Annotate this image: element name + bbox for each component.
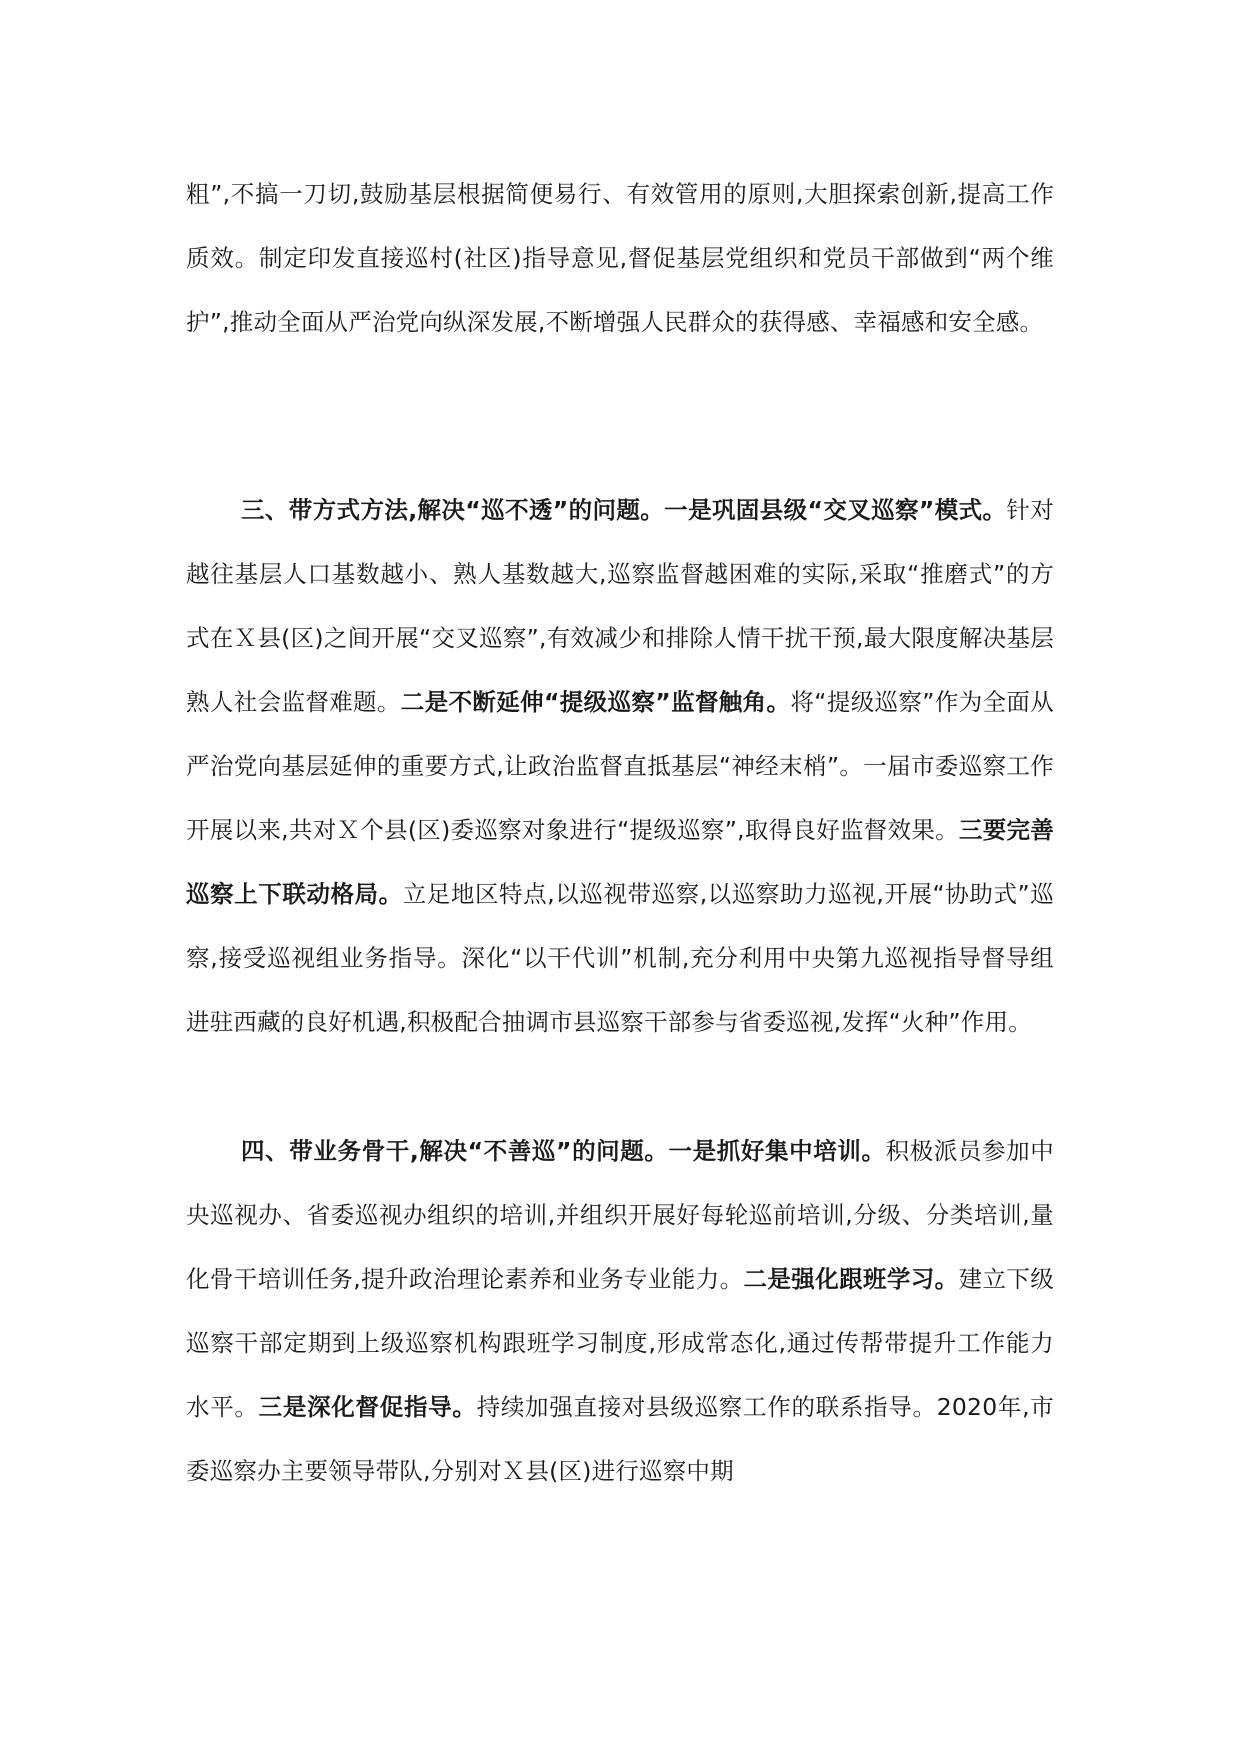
- body-text-segment: 积极派员参加中央巡视办、省委巡视办组织的培训,并组织开展好每轮巡前培训,分级、分类培训,量化骨干培训任务,提升政治理论素养和业务专业能力。: [186, 1137, 1054, 1293]
- body-text-segment: 针对越往基层人口基数越小、熟人基数越大,巡察监督越困难的实际,采取“推磨式”的方式在Ｘ县(区)之间开展“交叉巡察”,有效减少和排除人情干扰干预,最大限度解决基层熟人社会监督难题。: [186, 496, 1054, 716]
- bold-heading-text: 三要完善巡察上下联动格局。: [186, 816, 1054, 908]
- paragraph-section-three: [186, 478, 1054, 1054]
- bold-heading-text: 二是强化跟班学习。: [743, 1265, 959, 1293]
- body-text-segment: 持续加强直接对县级巡察工作的联系指导。2020年,市委巡察办主要领导带队,分别对Ｘ县(区)进行巡察中期: [186, 1393, 1054, 1485]
- body-text-segment: 立足地区特点,以巡视带巡察,以巡察助力巡视,开展“协助式”巡察,接受巡视组业务指导。深化“以干代训”机制,充分利用中央第九巡视指导督导组进驻西藏的良好机遇,积极配合抽调市县巡察干部参与省委巡视,发挥“火种”作用。: [186, 880, 1054, 1036]
- paragraph-continuation: [186, 162, 1054, 354]
- bold-heading-text: 三、带方式方法,解决“巡不透”的问题。一是巩固县级“交叉巡察”模式。: [241, 496, 1007, 524]
- bold-heading-text: 四、带业务骨干,解决“不善巡”的问题。一是抓好集中培训。: [241, 1137, 886, 1165]
- bold-heading-text: 三是深化督促指导。: [258, 1393, 477, 1421]
- body-text-segment: 粗”,不搞一刀切,鼓励基层根据简便易行、有效管用的原则,大胆探索创新,提高工作质效。制定印发直接巡村(社区)指导意见,督促基层党组织和党员干部做到“两个维护”,推动全面从严治党向纵深发展,不断增强人民群众的获得感、幸福感和安全感。: [186, 180, 1054, 336]
- body-text-segment: 建立下级巡察干部定期到上级巡察机构跟班学习制度,形成常态化,通过传帮带提升工作能力水平。: [186, 1265, 1054, 1421]
- bold-heading-text: 二是不断延伸“提级巡察”监督触角。: [400, 688, 791, 716]
- body-text-segment: 将“提级巡察”作为全面从严治党向基层延伸的重要方式,让政治监督直抵基层“神经末梢”。一届市委巡察工作开展以来,共对Ｘ个县(区)委巡察对象进行“提级巡察”,取得良好监督效果。: [186, 688, 1054, 844]
- paragraph-section-four: [186, 1119, 1054, 1503]
